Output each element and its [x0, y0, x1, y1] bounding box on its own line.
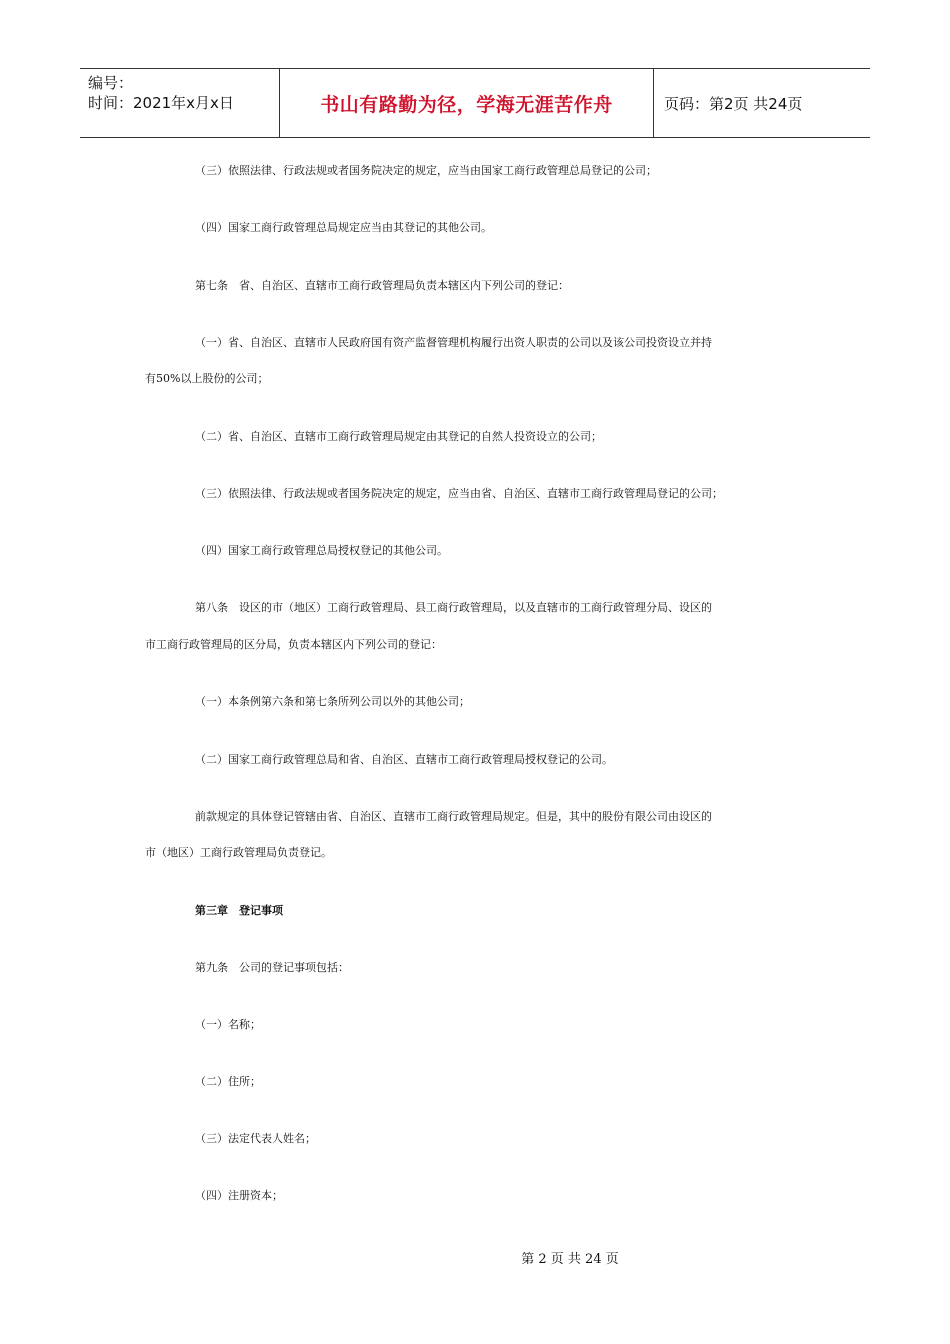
paragraph-continued: 有50%以上股份的公司；: [145, 372, 269, 385]
header-motto: 书山有路勤为径，学海无涯苦作舟: [280, 69, 654, 137]
article-9: 第九条 公司的登记事项包括：: [195, 961, 349, 974]
document-time: 时间：2021年x月x日: [88, 94, 234, 112]
chapter-heading: 第三章 登记事项: [195, 904, 283, 917]
list-item: （二）住所；: [195, 1075, 261, 1088]
paragraph-continued: 市（地区）工商行政管理局负责登记。: [145, 846, 332, 859]
list-item: （一）名称；: [195, 1018, 261, 1031]
list-item: （四）注册资本；: [195, 1189, 283, 1202]
document-number: 编号：: [88, 74, 134, 92]
list-item: （三）法定代表人姓名；: [195, 1132, 316, 1145]
paragraph: （一）本条例第六条和第七条所列公司以外的其他公司；: [195, 695, 470, 708]
paragraph: （三）依照法律、行政法规或者国务院决定的规定，应当由国家工商行政管理总局登记的公司；: [195, 164, 657, 177]
article-8: 第八条 设区的市（地区）工商行政管理局、县工商行政管理局，以及直辖市的工商行政管理分局、设区的: [195, 601, 712, 614]
paragraph: （二）省、自治区、直辖市工商行政管理局规定由其登记的自然人投资设立的公司；: [195, 430, 602, 443]
paragraph: （二）国家工商行政管理总局和省、自治区、直辖市工商行政管理局授权登记的公司。: [195, 753, 613, 766]
paragraph: （四）国家工商行政管理总局规定应当由其登记的其他公司。: [195, 221, 492, 234]
paragraph: （一）省、自治区、直辖市人民政府国有资产监督管理机构履行出资人职责的公司以及该公司投资设立并持: [195, 336, 712, 349]
paragraph: （三）依照法律、行政法规或者国务院决定的规定，应当由省、自治区、直辖市工商行政管理局登记的公司；: [195, 487, 723, 500]
paragraph-continued: 市工商行政管理局的区分局，负责本辖区内下列公司的登记：: [145, 638, 442, 651]
document-header: [80, 68, 870, 138]
paragraph: 前款规定的具体登记管辖由省、自治区、直辖市工商行政管理局规定。但是，其中的股份有限公司由设区的: [195, 810, 712, 823]
header-meta: [80, 69, 280, 137]
page-footer: 第 2 页 共 24 页: [521, 1252, 619, 1267]
article-7: 第七条 省、自治区、直辖市工商行政管理局负责本辖区内下列公司的登记：: [195, 279, 569, 292]
paragraph: （四）国家工商行政管理总局授权登记的其他公司。: [195, 544, 448, 557]
header-page-info: 页码：第2页 共24页: [664, 94, 803, 113]
